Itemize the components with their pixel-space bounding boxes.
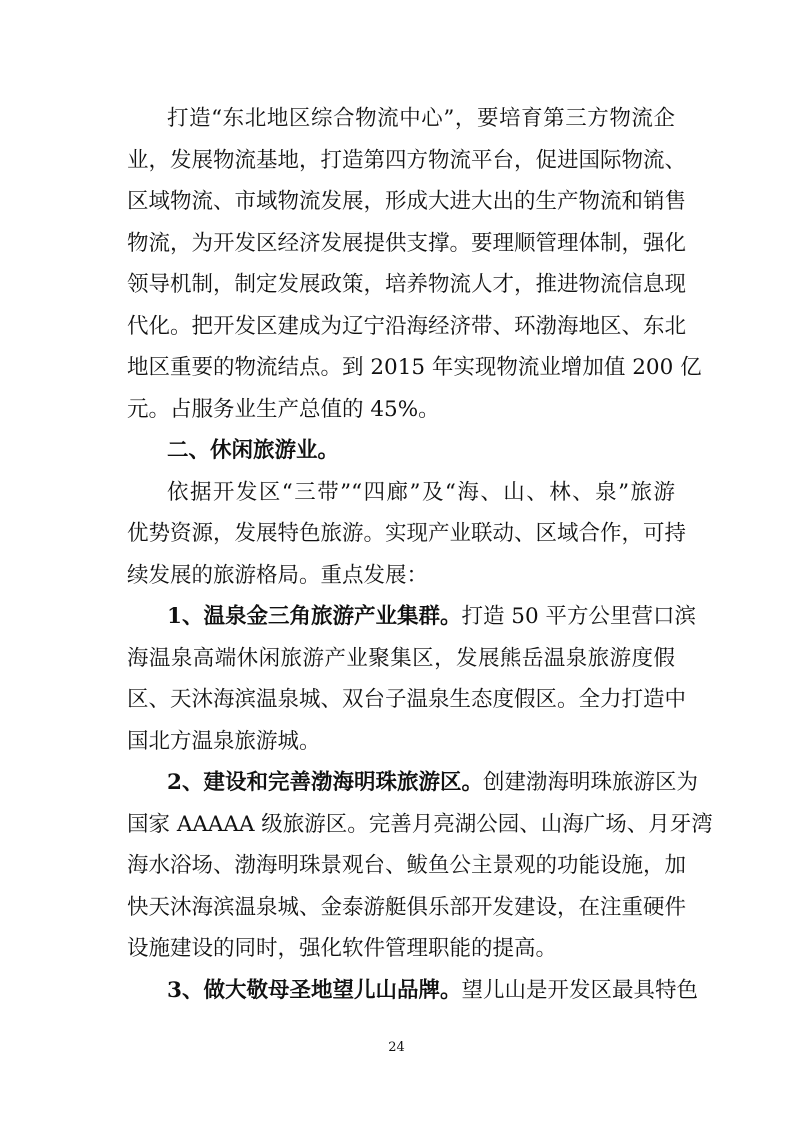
page-number: 24: [388, 1040, 405, 1055]
list-item-text: 打造 50 平方公里营口滨: [461, 604, 696, 629]
paragraph-line: 打造“东北地区综合物流中心”，要培育第三方物流企: [167, 106, 675, 131]
paragraph-line: 业，发展物流基地，打造第四方物流平台，促进国际物流、: [127, 148, 687, 173]
paragraph-line: 优势资源，发展特色旅游。实现产业联动、区域合作，可持: [127, 521, 687, 546]
paragraph-line: 区域物流、市域物流发展，形成大进大出的生产物流和销售: [127, 189, 687, 214]
list-item-heading: 3、做大敬母圣地望儿山品牌。: [167, 978, 462, 1003]
paragraph-line: 领导机制，制定发展政策，培养物流人才，推进物流信息现: [127, 272, 687, 297]
paragraph-line: 设施建设的同时，强化软件管理职能的提高。: [127, 936, 558, 961]
paragraph-line: 国家 AAAAA 级旅游区。完善月亮湖公园、山海广场、月牙湾: [127, 812, 713, 837]
paragraph-line: 快天沐海滨温泉城、金泰游艇俱乐部开发建设，在注重硬件: [127, 895, 687, 920]
paragraph-line: 海温泉高端休闲旅游产业聚集区，发展熊岳温泉旅游度假: [127, 646, 675, 671]
list-item-heading-line: [167, 768, 698, 798]
paragraph-line: 海水浴场、渤海明珠景观台、鲅鱼公主景观的功能设施，加: [127, 853, 687, 878]
section-heading: 二、休闲旅游业。: [167, 438, 340, 463]
list-item-heading-line: [167, 976, 698, 1006]
paragraph-line: 区、天沐海滨温泉城、双台子温泉生态度假区。全力打造中: [127, 687, 687, 712]
list-item-text: 望儿山是开发区最具特色: [461, 978, 698, 1003]
paragraph-line: 国北方温泉旅游城。: [127, 729, 321, 754]
paragraph-line: 续发展的旅游格局。重点发展：: [127, 563, 429, 588]
list-item-heading: 2、建设和完善渤海明珠旅游区。: [167, 770, 483, 795]
list-item-heading-line: [167, 602, 696, 632]
paragraph-line: 依据开发区“三带”“四廊”及“海、山、林、泉”旅游: [167, 480, 675, 505]
paragraph-line: 元。占服务业生产总值的 45%。: [127, 397, 440, 422]
paragraph-line: 代化。把开发区建成为辽宁沿海经济带、环渤海地区、东北: [127, 314, 687, 339]
paragraph-line: 物流，为开发区经济发展提供支撑。要理顺管理体制，强化: [127, 231, 687, 256]
paragraph-line: 地区重要的物流结点。到 2015 年实现物流业增加值 200 亿: [127, 355, 702, 380]
list-item-text: 创建渤海明珠旅游区为: [482, 770, 698, 795]
list-item-heading: 1、温泉金三角旅游产业集群。: [167, 604, 462, 629]
